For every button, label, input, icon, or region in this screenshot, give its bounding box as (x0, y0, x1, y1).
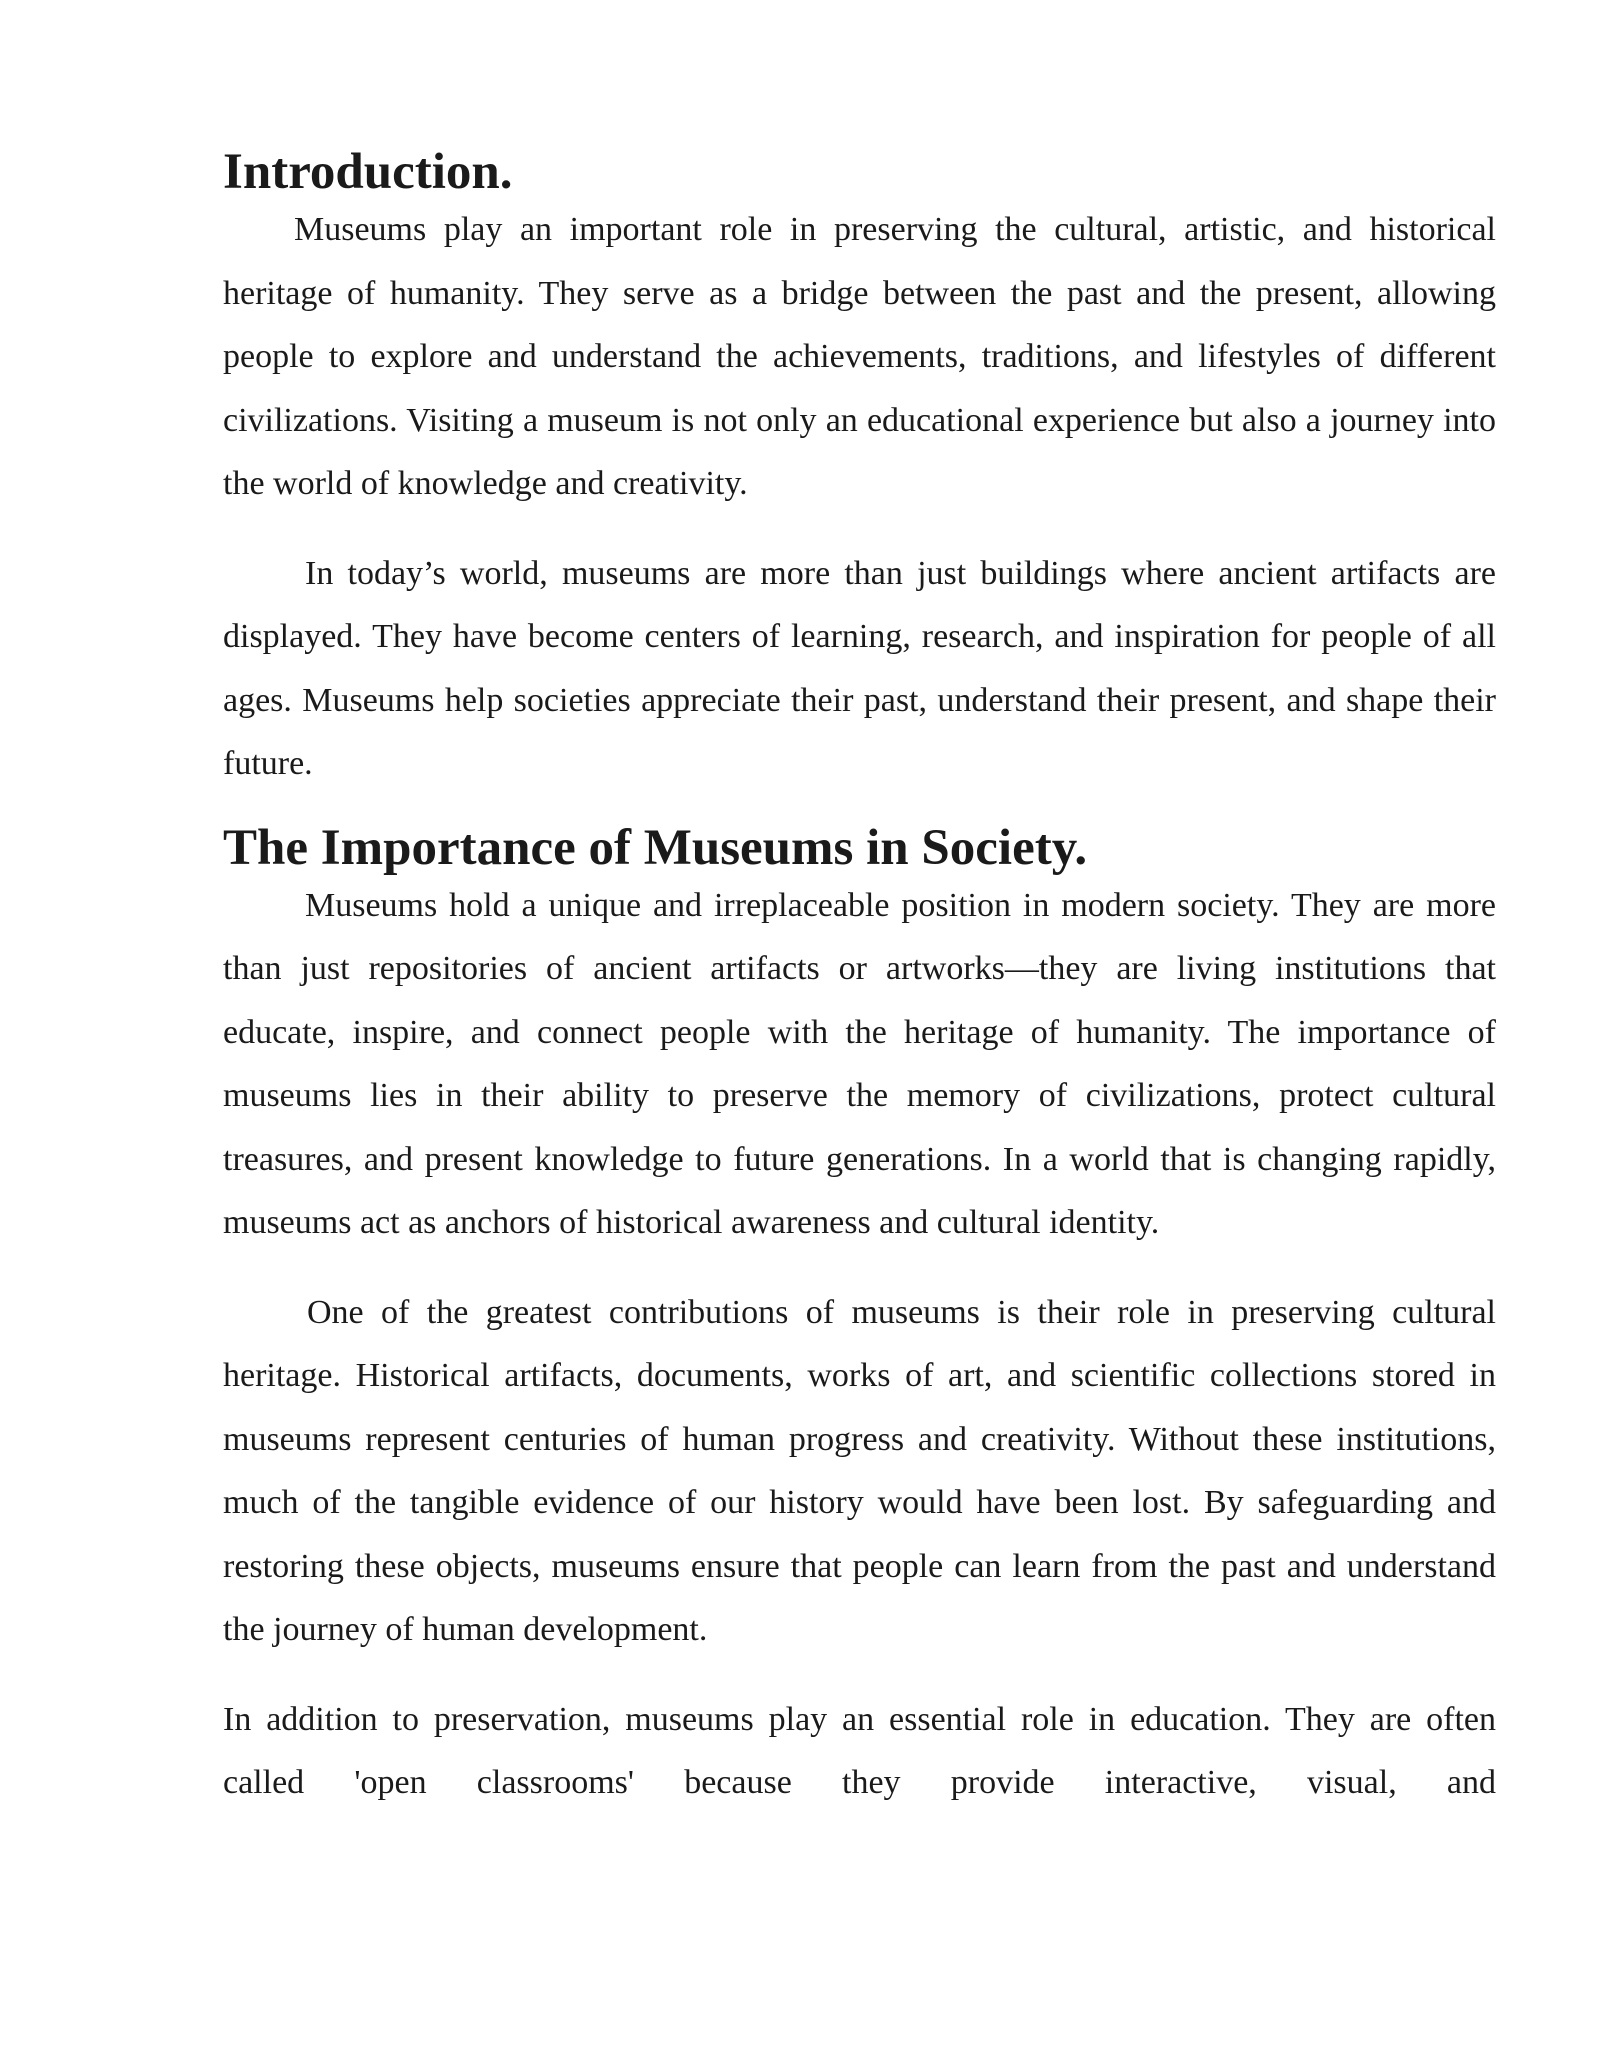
importance-paragraph-3: In addition to preservation, museums play an essential role in education. They are often called 'open classrooms' because they provide interactive, visual, and (223, 1700, 1496, 1801)
section-heading-importance: The Importance of Museums in Society. (223, 819, 1088, 876)
intro-paragraph-2: In today’s world, museums are more than just buildings where ancient artifacts are displayed. They have become centers of learning, research, and inspiration for people of all ages. Museums help societies appreciate their past, understand their present, and shape their future. (223, 554, 1496, 782)
document-body (223, 146, 1496, 1815)
importance-paragraph-1: Museums hold a unique and irreplaceable position in modern society. They are more than just repositories of ancient artifacts or artworks—they are living institutions that educate, inspire, and connect people with the heritage of humanity. The importance of museums lies in their ability to preserve the memory of civilizations, protect cultural treasures, and present knowledge to future generations. In a world that is changing rapidly, museums act as anchors of historical awareness and cultural identity. (223, 886, 1496, 1241)
importance-paragraph-2: One of the greatest contributions of museums is their role in preserving cultural heritage. Historical artifacts, documents, works of art, and scientific collections stored in museums represent centuries of human progress and creativity. Without these institutions, much of the tangible evidence of our history would have been lost. By safeguarding and restoring these objects, museums ensure that people can learn from the past and understand the journey of human development. (223, 1293, 1496, 1648)
intro-paragraph-1: Museums play an important role in preserving the cultural, artistic, and historical heritage of humanity. They serve as a bridge between the past and the present, allowing people to explore and understand the achievements, traditions, and lifestyles of different civilizations. Visiting a museum is not only an educational experience but also a journey into the world of knowledge and creativity. (223, 211, 1496, 502)
section-heading-introduction: Introduction. (223, 144, 513, 200)
